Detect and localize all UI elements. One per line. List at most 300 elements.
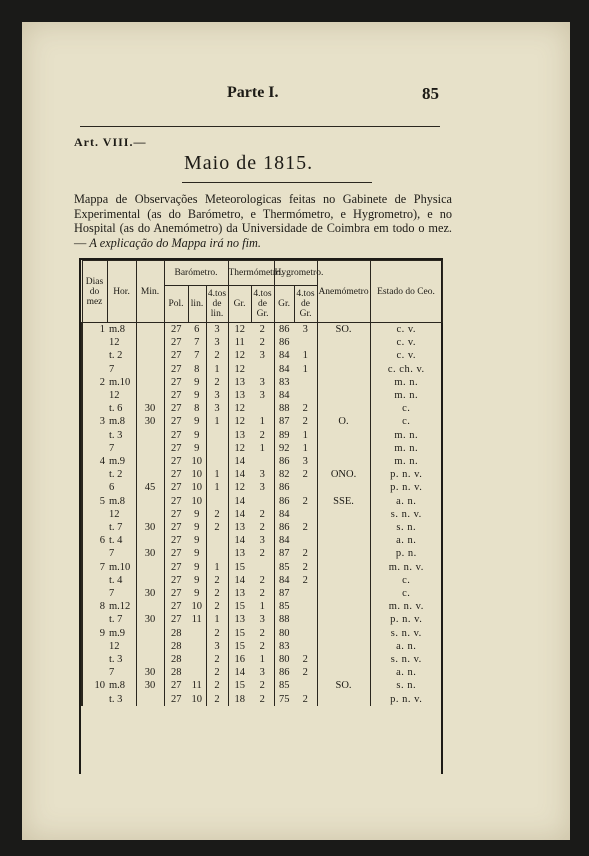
cell-hora: m.10 — [109, 561, 131, 573]
cell-dia — [82, 587, 107, 600]
cell-pol: 27 — [164, 389, 188, 402]
cell-quartos-lin: 2 — [206, 508, 228, 521]
cell-estado: c. v. — [370, 323, 442, 337]
table-row — [82, 640, 442, 653]
cell-min: 30 — [136, 666, 164, 679]
observation-table-frame — [79, 258, 443, 774]
cell-dia — [82, 442, 107, 455]
cell-hygro-quartos: 1 — [302, 363, 308, 375]
cell-thermo-gr: 12 — [228, 442, 251, 455]
cell-hygro-gr: 92 — [274, 442, 294, 455]
cell-dia: 4 — [82, 455, 107, 468]
cell-dia: 8 — [82, 600, 107, 613]
cell-quartos-lin: 2 — [206, 587, 228, 600]
cell-hora: t. 3 — [109, 654, 123, 666]
cell-thermo-gr: 13 — [228, 613, 251, 626]
cell-lin: 8 — [194, 403, 200, 415]
cell-thermo-quartos: 2 — [259, 324, 265, 335]
cell-hygro-gr: 84 — [274, 574, 294, 587]
cell-lin — [188, 666, 206, 679]
cell-hora: t. 4 — [109, 535, 123, 547]
cell-estado: m. n. — [370, 376, 442, 389]
cell-anemometro — [317, 376, 370, 389]
cell-min — [136, 693, 164, 706]
cell-hygro-gr: 83 — [274, 640, 294, 653]
cell-hygro-quartos: 3 — [302, 456, 308, 468]
cell-estado: c. v. — [370, 349, 442, 362]
cell-pol: 27 — [164, 455, 188, 468]
cell-hora: m.10 — [109, 376, 131, 388]
cell-thermo-quartos: 2 — [259, 693, 265, 705]
cell-lin: 9 — [194, 429, 200, 441]
description — [74, 192, 452, 250]
cell-thermo-quartos: 2 — [259, 588, 265, 600]
cell-thermo-gr: 14 — [228, 534, 251, 547]
cell-thermo-quartos: 2 — [259, 627, 265, 639]
table-row — [82, 455, 442, 468]
cell-hygro-quartos: 1 — [302, 429, 308, 441]
cell-thermo-gr: 15 — [228, 679, 251, 692]
cell-min: 30 — [136, 521, 164, 534]
cell-thermo-quartos: 2 — [259, 337, 265, 349]
cell-dia: 2 — [82, 376, 107, 389]
cell-quartos-lin — [206, 495, 228, 508]
header-rule — [80, 126, 440, 127]
cell-lin: 11 — [191, 680, 202, 692]
cell-thermo-quartos: 2 — [259, 548, 265, 560]
table-row — [82, 468, 442, 481]
cell-hygro-quartos: 2 — [302, 548, 308, 560]
cell-hora: t. 4 — [109, 574, 123, 586]
cell-pol: 27 — [164, 574, 188, 587]
cell-anemometro — [317, 442, 370, 455]
cell-thermo-gr: 14 — [228, 574, 251, 587]
cell-thermo-quartos — [251, 363, 274, 376]
cell-estado: m. n. — [370, 429, 442, 442]
cell-hygro-gr: 84 — [274, 349, 294, 362]
cell-dia — [82, 547, 107, 560]
cell-thermo-gr: 14 — [228, 468, 251, 481]
cell-quartos-lin: 1 — [206, 415, 228, 428]
table-row — [82, 495, 442, 508]
cell-thermo-quartos: 2 — [259, 522, 265, 534]
cell-thermo-quartos: 1 — [259, 442, 265, 454]
cell-lin — [188, 653, 206, 666]
cell-anemometro — [317, 363, 370, 376]
cell-thermo-gr: 14 — [228, 508, 251, 521]
cell-lin: 9 — [194, 535, 200, 547]
cell-thermo-gr: 12 — [228, 402, 251, 415]
cell-estado: a. n. — [370, 495, 442, 508]
cell-anemometro — [317, 389, 370, 402]
cell-min — [136, 653, 164, 666]
cell-lin: 10 — [191, 482, 202, 494]
cell-hygro-gr: 80 — [274, 627, 294, 640]
table-row — [82, 429, 442, 442]
cell-pol: 28 — [164, 653, 188, 666]
cell-hora: 12 — [109, 337, 120, 349]
cell-min: 30 — [136, 679, 164, 692]
cell-hygro-quartos — [294, 627, 317, 640]
cell-quartos-lin — [206, 429, 228, 442]
cell-dia — [82, 640, 107, 653]
cell-hygro-gr: 85 — [274, 600, 294, 613]
cell-thermo-gr: 13 — [228, 389, 251, 402]
page-title: Maio de 1815. — [184, 152, 314, 174]
cell-quartos-lin — [206, 455, 228, 468]
cell-hora: m.8 — [109, 416, 126, 428]
cell-lin: 10 — [191, 456, 202, 468]
cell-thermo-quartos: 1 — [259, 601, 265, 613]
cell-quartos-lin: 2 — [206, 653, 228, 666]
cell-hygro-gr: 80 — [274, 653, 294, 666]
cell-pol: 28 — [164, 640, 188, 653]
cell-dia: 3 — [82, 415, 107, 428]
cell-hygro-gr: 86 — [274, 336, 294, 349]
cell-anemometro — [317, 653, 370, 666]
cell-dia — [82, 653, 107, 666]
cell-hygro-gr: 86 — [274, 521, 294, 534]
cell-hora: m.8 — [109, 324, 126, 335]
cell-anemometro — [317, 429, 370, 442]
table-row — [82, 415, 442, 428]
header-quartos-gr-thermo: 4.tos de Gr. — [251, 286, 274, 323]
cell-hora: 12 — [109, 640, 120, 652]
header-min: Min. — [136, 261, 164, 323]
cell-thermo-quartos — [251, 561, 274, 574]
cell-lin: 11 — [191, 614, 202, 626]
cell-thermo-gr: 14 — [228, 495, 251, 508]
cell-hygro-gr: 84 — [274, 363, 294, 376]
cell-hygro-quartos: 2 — [302, 561, 308, 573]
header-thermometro: Thermómetro. — [228, 261, 274, 286]
cell-anemometro — [317, 402, 370, 415]
cell-quartos-lin: 2 — [206, 521, 228, 534]
cell-hora: t. 3 — [109, 429, 123, 441]
cell-thermo-quartos: 3 — [259, 614, 265, 626]
cell-hygro-quartos: 2 — [302, 522, 308, 534]
cell-estado: p. n. v. — [370, 693, 442, 706]
cell-thermo-gr: 14 — [228, 666, 251, 679]
cell-anemometro — [317, 693, 370, 706]
cell-min — [136, 336, 164, 349]
cell-hora: m.9 — [109, 456, 126, 468]
cell-thermo-quartos: 2 — [259, 574, 265, 586]
cell-min — [136, 534, 164, 547]
cell-hygro-quartos: 2 — [302, 693, 308, 705]
cell-dia — [82, 693, 107, 706]
cell-dia: 5 — [82, 495, 107, 508]
cell-hora: t. 7 — [109, 614, 123, 626]
cell-hygro-quartos: 2 — [302, 469, 308, 481]
cell-hygro-gr: 83 — [274, 376, 294, 389]
cell-pol: 27 — [164, 442, 188, 455]
cell-anemometro — [317, 349, 370, 362]
cell-thermo-gr: 13 — [228, 376, 251, 389]
cell-anemometro — [317, 627, 370, 640]
cell-quartos-lin: 2 — [206, 679, 228, 692]
header-gr-thermo: Gr. — [228, 286, 251, 323]
cell-pol: 27 — [164, 508, 188, 521]
cell-hygro-gr: 87 — [274, 547, 294, 560]
cell-min — [136, 389, 164, 402]
cell-hygro-gr: 87 — [274, 415, 294, 428]
cell-hora: 7 — [109, 442, 115, 454]
cell-lin — [188, 640, 206, 653]
cell-hygro-quartos: 3 — [302, 324, 308, 335]
cell-hygro-gr: 82 — [274, 468, 294, 481]
cell-thermo-quartos: 3 — [259, 376, 265, 388]
cell-lin: 10 — [191, 469, 202, 481]
header-gr-hygro: Gr. — [274, 286, 294, 323]
cell-estado: c. — [370, 574, 442, 587]
table-row — [82, 349, 442, 362]
cell-anemometro: O. — [317, 415, 370, 428]
cell-thermo-gr: 15 — [228, 561, 251, 574]
cell-quartos-lin: 2 — [206, 666, 228, 679]
cell-pol: 27 — [164, 547, 188, 560]
cell-hygro-quartos — [294, 534, 317, 547]
cell-estado: a. n. — [370, 666, 442, 679]
cell-anemometro — [317, 455, 370, 468]
cell-lin: 6 — [194, 324, 200, 335]
cell-quartos-lin: 3 — [206, 402, 228, 415]
cell-quartos-lin: 2 — [206, 574, 228, 587]
description-italic: A explicação do Mappa irá no fim. — [89, 235, 261, 250]
header-quartos-lin: 4.tos de lin. — [206, 286, 228, 323]
cell-lin: 10 — [191, 601, 202, 613]
cell-hygro-quartos — [294, 376, 317, 389]
cell-hygro-quartos — [294, 613, 317, 626]
table-row — [82, 666, 442, 679]
cell-thermo-quartos: 3 — [259, 482, 265, 494]
cell-thermo-gr: 12 — [228, 415, 251, 428]
cell-dia — [82, 613, 107, 626]
article-label: Art. VIII.— — [74, 135, 147, 149]
cell-anemometro — [317, 481, 370, 494]
cell-hora: 7 — [109, 667, 115, 679]
cell-estado: c. ch. v. — [370, 363, 442, 376]
table-row — [82, 600, 442, 613]
cell-dia — [82, 666, 107, 679]
cell-thermo-quartos: 2 — [259, 429, 265, 441]
cell-thermo-quartos: 1 — [259, 416, 265, 428]
cell-pol: 27 — [164, 468, 188, 481]
cell-thermo-gr: 13 — [228, 547, 251, 560]
cell-dia — [82, 468, 107, 481]
cell-thermo-quartos — [251, 455, 274, 468]
cell-estado: m. n. — [370, 442, 442, 455]
cell-thermo-quartos: 2 — [259, 640, 265, 652]
cell-quartos-lin: 1 — [206, 468, 228, 481]
cell-thermo-gr: 12 — [228, 349, 251, 362]
header-dia: Dias do mez — [82, 261, 107, 323]
table-row — [82, 521, 442, 534]
cell-min — [136, 468, 164, 481]
cell-thermo-quartos: 1 — [259, 654, 265, 666]
cell-pol: 27 — [164, 363, 188, 376]
cell-anemometro — [317, 547, 370, 560]
cell-hygro-quartos: 1 — [302, 350, 308, 362]
cell-estado: p. n. v. — [370, 481, 442, 494]
cell-hora: m.8 — [109, 495, 126, 507]
cell-lin: 8 — [194, 363, 200, 375]
cell-estado: c. — [370, 587, 442, 600]
cell-estado: p. n. — [370, 547, 442, 560]
cell-estado: m. n. — [370, 389, 442, 402]
cell-dia — [82, 429, 107, 442]
cell-hygro-gr: 88 — [274, 613, 294, 626]
cell-estado: m. n. — [370, 455, 442, 468]
cell-lin: 9 — [194, 508, 200, 520]
cell-hora: t. 7 — [109, 522, 123, 534]
cell-hora: m.8 — [109, 680, 126, 692]
cell-hygro-gr: 86 — [274, 323, 294, 337]
cell-anemometro — [317, 534, 370, 547]
cell-dia — [82, 336, 107, 349]
cell-anemometro — [317, 521, 370, 534]
cell-thermo-quartos: 2 — [259, 508, 265, 520]
table-row — [82, 508, 442, 521]
cell-pol: 27 — [164, 600, 188, 613]
cell-estado: a. n. — [370, 640, 442, 653]
cell-dia — [82, 402, 107, 415]
cell-estado: c. — [370, 402, 442, 415]
cell-estado: p. n. v. — [370, 468, 442, 481]
cell-pol: 27 — [164, 521, 188, 534]
cell-lin: 9 — [194, 548, 200, 560]
cell-dia — [82, 363, 107, 376]
cell-dia — [82, 481, 107, 494]
table-row — [82, 481, 442, 494]
cell-hygro-quartos — [294, 587, 317, 600]
cell-anemometro: SO. — [317, 679, 370, 692]
cell-thermo-quartos: 3 — [259, 350, 265, 362]
cell-hora: 12 — [109, 390, 120, 402]
cell-anemometro: SSE. — [317, 495, 370, 508]
cell-hygro-gr: 89 — [274, 429, 294, 442]
table-row — [82, 693, 442, 706]
cell-min — [136, 442, 164, 455]
cell-pol: 27 — [164, 613, 188, 626]
cell-min — [136, 561, 164, 574]
cell-quartos-lin: 3 — [206, 389, 228, 402]
table-row — [82, 402, 442, 415]
cell-hygro-quartos — [294, 600, 317, 613]
cell-quartos-lin — [206, 547, 228, 560]
cell-thermo-gr: 15 — [228, 600, 251, 613]
cell-min — [136, 600, 164, 613]
cell-pol: 27 — [164, 349, 188, 362]
cell-lin: 7 — [194, 337, 200, 349]
header-anemometro: Anemómetro — [317, 261, 370, 323]
cell-hora: t. 2 — [109, 350, 123, 362]
cell-dia: 6 — [82, 534, 107, 547]
cell-dia — [82, 574, 107, 587]
table-row — [82, 363, 442, 376]
cell-estado: c. — [370, 415, 442, 428]
cell-min: 30 — [136, 547, 164, 560]
cell-lin: 7 — [194, 350, 200, 362]
cell-quartos-lin: 2 — [206, 376, 228, 389]
cell-hora: m.9 — [109, 627, 126, 639]
table-row — [82, 442, 442, 455]
cell-thermo-gr: 12 — [228, 363, 251, 376]
cell-hygro-quartos: 2 — [302, 416, 308, 428]
cell-lin: 10 — [191, 693, 202, 705]
cell-thermo-gr: 18 — [228, 693, 251, 706]
cell-thermo-quartos: 3 — [259, 390, 265, 402]
cell-hora: t. 6 — [109, 403, 123, 415]
cell-min — [136, 323, 164, 337]
cell-lin: 9 — [194, 588, 200, 600]
header-lin: lin. — [188, 286, 206, 323]
cell-anemometro — [317, 336, 370, 349]
cell-pol: 27 — [164, 415, 188, 428]
cell-thermo-quartos: 3 — [259, 667, 265, 679]
cell-quartos-lin: 1 — [206, 363, 228, 376]
cell-hygro-quartos: 2 — [302, 495, 308, 507]
cell-hygro-quartos: 2 — [302, 654, 308, 666]
cell-hygro-quartos: 1 — [302, 442, 308, 454]
cell-quartos-lin — [206, 534, 228, 547]
title-underline — [182, 182, 372, 183]
cell-hygro-gr: 75 — [274, 693, 294, 706]
cell-hygro-quartos: 2 — [302, 667, 308, 679]
cell-pol: 27 — [164, 693, 188, 706]
cell-thermo-quartos: 3 — [259, 535, 265, 547]
cell-min — [136, 508, 164, 521]
cell-pol: 27 — [164, 376, 188, 389]
cell-hygro-gr: 86 — [274, 455, 294, 468]
header-pol: Pol. — [164, 286, 188, 323]
cell-pol: 27 — [164, 587, 188, 600]
cell-estado: s. n. — [370, 679, 442, 692]
cell-hygro-gr: 88 — [274, 402, 294, 415]
cell-hora: 7 — [109, 363, 115, 375]
page-number: 85 — [422, 84, 439, 103]
cell-min: 30 — [136, 587, 164, 600]
cell-quartos-lin: 3 — [206, 336, 228, 349]
cell-thermo-gr: 14 — [228, 455, 251, 468]
cell-hygro-quartos — [294, 508, 317, 521]
cell-min: 30 — [136, 402, 164, 415]
cell-pol: 27 — [164, 561, 188, 574]
cell-anemometro — [317, 600, 370, 613]
cell-pol: 27 — [164, 336, 188, 349]
cell-thermo-gr: 13 — [228, 521, 251, 534]
cell-hygro-quartos — [294, 389, 317, 402]
cell-lin: 9 — [194, 574, 200, 586]
header-estado: Estado do Ceo. — [370, 261, 442, 323]
table-row — [82, 587, 442, 600]
part-title: Parte I. — [227, 84, 279, 101]
cell-quartos-lin: 2 — [206, 600, 228, 613]
cell-thermo-quartos — [251, 402, 274, 415]
cell-pol: 27 — [164, 323, 188, 337]
table-row — [82, 679, 442, 692]
cell-hora: t. 2 — [109, 469, 123, 481]
cell-min — [136, 349, 164, 362]
cell-hora: 12 — [109, 508, 120, 520]
cell-lin: 9 — [194, 561, 200, 573]
cell-estado: p. n. v. — [370, 613, 442, 626]
header-hor: Hor. — [107, 261, 136, 323]
cell-hygro-gr: 85 — [274, 561, 294, 574]
table-body — [82, 323, 442, 706]
cell-lin: 9 — [194, 390, 200, 402]
cell-thermo-gr: 13 — [228, 587, 251, 600]
